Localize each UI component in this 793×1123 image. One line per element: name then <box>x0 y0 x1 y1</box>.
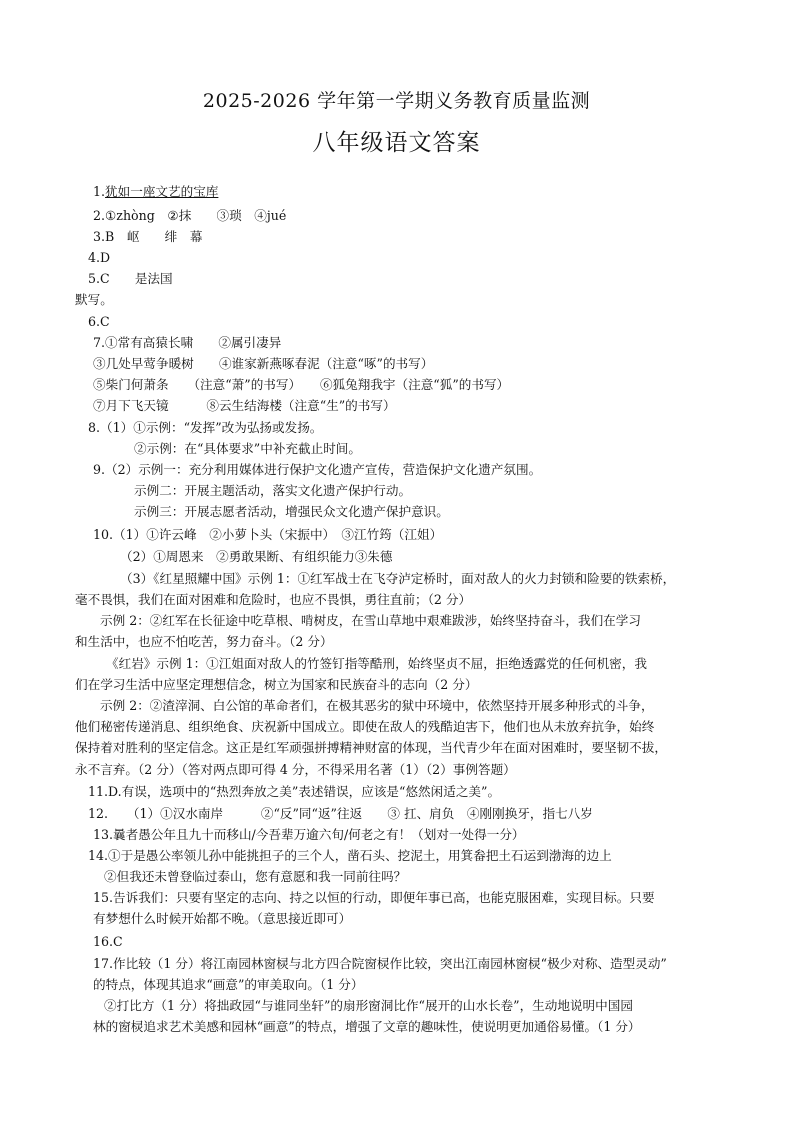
answer-line-35: 有梦想什么时候开始都不晚。（意思接近即可） <box>93 911 352 926</box>
answer-line-17: 10.（1）①许云峰 ②小萝卜头（宋振中） ③江竹筠（江姐） <box>93 527 443 542</box>
answer-line-7: 6.C <box>88 314 110 329</box>
answer-line-28: 永不言弃。（2 分）（答对两点即可得 4 分，不得采用名著（1）（2）事例答题） <box>75 762 516 777</box>
answer-line-21: 示例 2：②红军在长征途中吃草根、啃树皮，在雪山草地中艰难跋涉，始终坚持奋斗，我们在学习 <box>100 613 641 628</box>
document-subtitle: 八年级语文答案 <box>312 130 481 156</box>
answer-line-6: 默写。 <box>75 292 113 307</box>
answer-line-36: 16.C <box>93 934 123 949</box>
document-title: 2025-2026 学年第一学期义务教育质量监测 <box>202 90 591 112</box>
answer-line-23: 《红岩》示例 1：①江姐面对敌人的竹签钉指等酷刑，始终坚贞不屈，拒绝透露党的任何机密，我 <box>106 656 647 671</box>
underlined-answer: 犹如一座文艺的宝库 <box>105 184 219 199</box>
answer-line-18: （2）①周恩来 ②勇敢果断、有组织能力③朱德 <box>120 549 393 564</box>
answer-line-5: 5.C 是法国 <box>88 271 173 286</box>
answer-line-37: 17.作比较（1 分）将江南园林窗棂与北方四合院窗棂作比较，突出江南园林窗棂“极少对称、造型灵动” <box>93 956 667 971</box>
answer-line-32: 14.①于是愚公率领儿孙中能挑担子的三个人，凿石头、挖泥土，用箕畚把土石运到渤海的边上 <box>88 848 612 863</box>
answer-line-27: 保持着对胜利的坚定信念。这正是红军顽强拼搏精神财富的体现，当代青少年在面对困难时，要坚韧不拔， <box>75 740 667 755</box>
answer-line-10: ⑤柴门何萧条 （注意“萧”的书写） ⑥狐兔翔我宇（注意“狐”的书写） <box>93 377 510 392</box>
answer-line-9: ③几处早莺争暖树 ④谁家新燕啄春泥（注意“啄”的书写） <box>93 356 434 371</box>
answer-line-26: 他们秘密传递消息、组织绝食、庆祝新中国成立。即使在敌人的残酷迫害下，他们也从未放弃抗争，始终 <box>75 719 655 734</box>
answer-line-40: 林的窗棂追求艺术美感和园林“画意”的特点，增强了文章的趣味性，使说明更加通俗易懂。（1 分） <box>93 1019 641 1034</box>
answer-line-4: 4.D <box>88 250 111 265</box>
answer-line-25: 示例 2：②渣滓洞、白公馆的革命者们，在极其恶劣的狱中环境中，依然坚持开展多种形式的斗争， <box>100 698 654 713</box>
answer-line-13: ②示例：在“具体要求”中补充截止时间。 <box>134 441 361 456</box>
answer-line-22: 和生活中，也应不怕吃苦，努力奋斗。（2 分） <box>75 634 333 649</box>
answer-line-16: 示例三：开展志愿者活动，增强民众文化遗产保护意识。 <box>134 504 449 519</box>
answer-line-31: 13.曩者愚公年且九十而移山/今吾辈万逾六旬/何老之有！（划对一处得一分） <box>93 827 525 842</box>
answer-line-34: 15.告诉我们：只要有坚定的志向、持之以恒的行动，即便年事已高，也能克服困难，实现目标。只要 <box>93 890 655 905</box>
answer-line-30: 12. （1）①汉水南岸 ②“反”同“返”往返 ③ 扛、肩负 ④刚刚换牙，指七八岁 <box>88 806 593 821</box>
answer-line-2: 2.①zhòng ②抹 ③琐 ④jué <box>93 208 287 223</box>
answer-line-11: ⑦月下飞天镜 ⑧云生结海楼（注意“生”的书写） <box>93 398 396 413</box>
answer-line-14: 9.（2）示例一：充分利用媒体进行保护文化遗产宣传，营造保护文化遗产氛围。 <box>93 462 542 477</box>
answer-line-1 <box>93 184 218 200</box>
answer-line-15: 示例二：开展主题活动，落实文化遗产保护行动。 <box>134 483 412 498</box>
answer-line-12: 8.（1）①示例：“发挥”改为弘扬或发扬。 <box>88 420 323 435</box>
answer-line-3: 3.B 岖 绯 幕 <box>93 229 203 244</box>
answer-line-8: 7.①常有高猿长啸 ②属引凄异 <box>93 335 282 350</box>
answer-number: 1. <box>93 184 106 199</box>
answer-line-39: ②打比方（1 分）将拙政园“与谁同坐轩”的扇形窗洞比作“展开的山水长卷”，生动地说明中国园 <box>104 998 633 1013</box>
answer-line-19: （3）《红星照耀中国》示例 1：①红军战士在飞夺泸定桥时，面对敌人的火力封锁和险要的铁索桥， <box>120 571 676 586</box>
answer-line-29: 11.D.有误，选项中的“热烈奔放之美”表述错误，应该是“悠然闲适之美”。 <box>88 784 501 799</box>
answer-line-24: 们在学习生活中应坚定理想信念，树立为国家和民族奋斗的志向（2 分） <box>75 677 478 692</box>
answer-line-33: ②但我还未曾登临过泰山，您有意愿和我一同前往吗？ <box>104 869 407 884</box>
answer-line-20: 毫不畏惧，我们在面对困难和危险时，也应不畏惧，勇往直前；（2 分） <box>75 592 472 607</box>
answer-line-38: 的特点，体现其追求“画意”的审美取向。（1 分） <box>93 977 364 992</box>
